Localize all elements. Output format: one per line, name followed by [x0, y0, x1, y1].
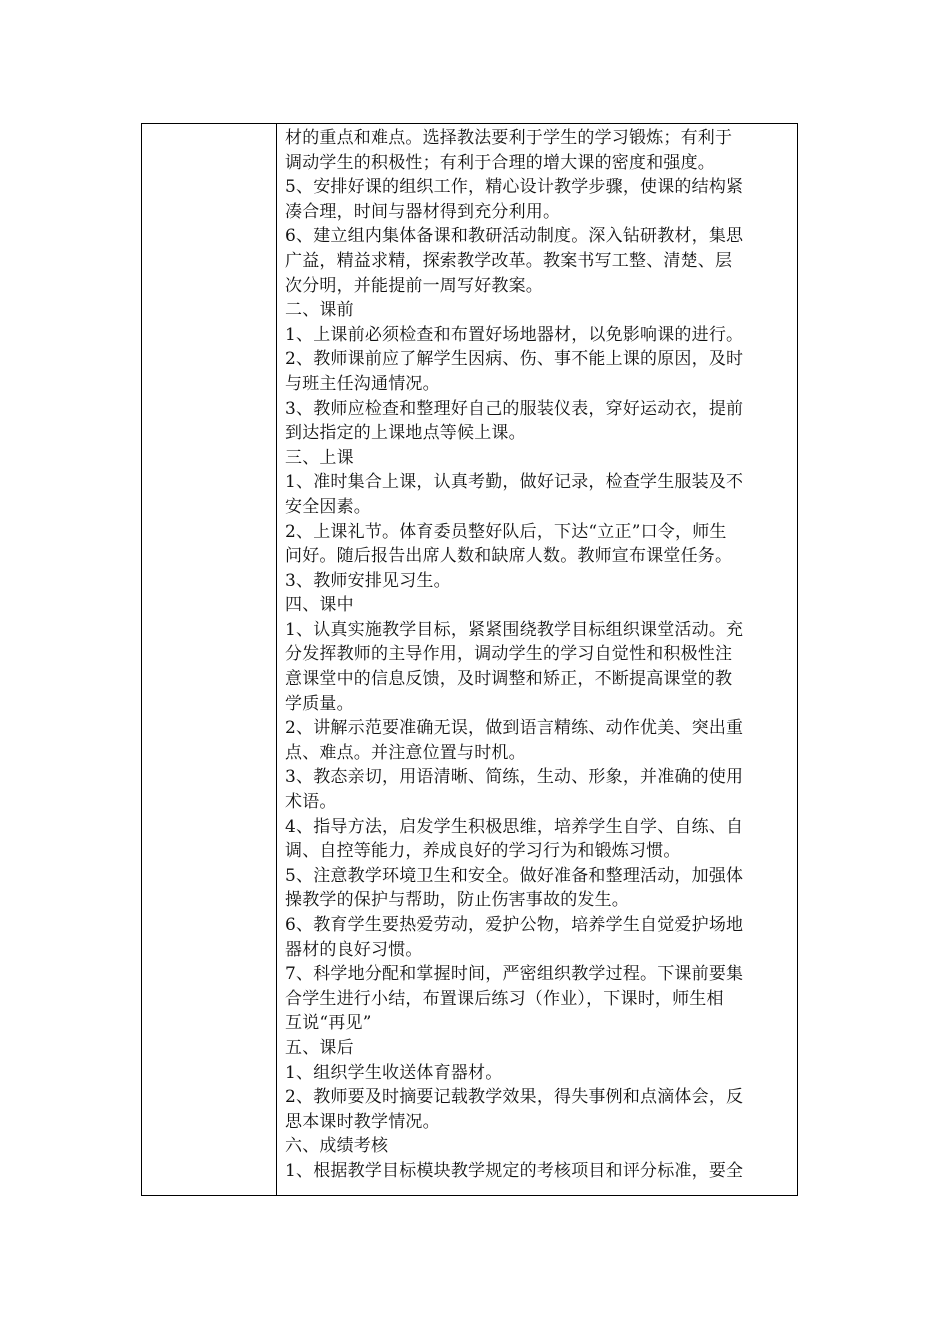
text-line: 思本课时教学情况。 — [285, 1111, 440, 1132]
text-line: 1、上课前必须检查和布置好场地器材，以免影响课的进行。 — [285, 324, 744, 345]
text-line: 2、讲解示范要准确无误，做到语言精练、动作优美、突出重 — [285, 718, 744, 739]
text-line: 四、课中 — [285, 595, 354, 616]
text-line: 与班主任沟通情况。 — [285, 373, 440, 394]
text-line: 2、上课礼节。体育委员整好队后，下达“立正”口令，师生 — [285, 521, 727, 542]
text-line: 到达指定的上课地点等候上课。 — [285, 423, 526, 444]
text-line: 六、成绩考核 — [285, 1136, 389, 1157]
text-line: 操教学的保护与帮助，防止伤害事故的发生。 — [285, 890, 629, 911]
text-line: 6、建立组内集体备课和教研活动制度。深入钻研教材，集思 — [285, 226, 744, 247]
text-line: 1、根据教学目标模块教学规定的考核项目和评分标准，要全 — [285, 1160, 744, 1181]
text-line: 4、指导方法，启发学生积极思维，培养学生自学、自练、自 — [285, 816, 744, 837]
text-line: 7、科学地分配和掌握时间，严密组织教学过程。下课前要集 — [285, 964, 744, 985]
left-empty-cell — [142, 124, 277, 1195]
text-line: 三、上课 — [285, 447, 354, 468]
text-line: 广益，精益求精，探索教学改革。教案书写工整、清楚、层 — [285, 250, 733, 271]
text-line: 学质量。 — [285, 693, 354, 714]
text-line: 调动学生的积极性；有利于合理的增大课的密度和强度。 — [285, 152, 715, 173]
document-table — [141, 123, 798, 1196]
text-line: 材的重点和难点。选择教法要利于学生的学习锻炼；有利于 — [285, 128, 733, 148]
text-line: 调、自控等能力，养成良好的学习行为和锻炼习惯。 — [285, 841, 681, 862]
text-line: 5、注意教学环境卫生和安全。做好准备和整理活动，加强体 — [285, 865, 744, 886]
text-line: 分发挥教师的主导作用，调动学生的学习自觉性和积极性注 — [285, 644, 733, 665]
text-line: 2、教师课前应了解学生因病、伤、事不能上课的原因，及时 — [285, 349, 744, 370]
text-line: 凑合理，时间与器材得到充分利用。 — [285, 201, 561, 222]
content-cell — [277, 124, 797, 1195]
text-line: 点、难点。并注意位置与时机。 — [285, 742, 526, 763]
text-line: 术语。 — [285, 792, 337, 813]
text-line: 次分明，并能提前一周写好教案。 — [285, 275, 543, 296]
text-line: 1、认真实施教学目标，紧紧围绕教学目标组织课堂活动。充 — [285, 619, 744, 640]
text-line: 3、教态亲切，用语清晰、简练，生动、形象，并准确的使用 — [285, 767, 744, 788]
text-line: 合学生进行小结，布置课后练习（作业），下课时，师生相 — [285, 988, 724, 1009]
text-line: 互说“再见” — [285, 1013, 372, 1034]
text-line: 5、安排好课的组织工作，精心设计教学步骤，使课的结构紧 — [285, 177, 744, 198]
text-line: 意课堂中的信息反馈，及时调整和矫正，不断提高课堂的教 — [285, 669, 733, 690]
text-line: 3、教师应检查和整理好自己的服装仪表，穿好运动衣，提前 — [285, 398, 744, 419]
text-line: 1、准时集合上课，认真考勤，做好记录，检查学生服装及不 — [285, 472, 744, 493]
text-line: 问好。随后报告出席人数和缺席人数。教师宣布课堂任务。 — [285, 546, 733, 567]
text-line: 器材的良好习惯。 — [285, 939, 423, 960]
text-line: 1、组织学生收送体育器材。 — [285, 1062, 503, 1083]
text-line: 6、教育学生要热爱劳动，爱护公物，培养学生自觉爱护场地 — [285, 915, 744, 935]
text-line: 3、教师安排见习生。 — [285, 570, 451, 591]
text-line: 五、课后 — [285, 1037, 354, 1058]
text-line: 二、课前 — [285, 300, 354, 321]
text-line: 2、教师要及时摘要记载教学效果，得失事例和点滴体会，反 — [285, 1087, 744, 1108]
text-line: 安全因素。 — [285, 496, 371, 517]
